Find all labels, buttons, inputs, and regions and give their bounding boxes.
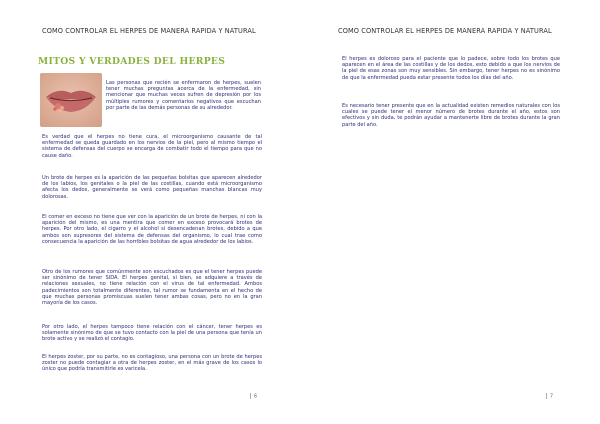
paragraph-1: Es verdad que el herpes no tiene cura, el microorganismo causante de tal enfermedad se queda guardado en los nervios de la piel, pero al mismo tiempo el sistema de defensas del cuerpo se encarga de combatir todo el tiempo para que no cause daño. (42, 134, 262, 159)
page-number: 6 (250, 393, 257, 400)
paragraph-3: El comer en exceso no tiene que ver con la aparición de un brote de herpes, ni con la aparición del mismo, es una mentira que comer en exceso provocará brotes de herpes. Por otro lado, el cigarro y el alcohol si desencadenan brotes, debido a que ambos son supresores del sistema de defensas del organismo, lo cual trae como consecuencia la aparición de las horribles bolsitas de agua alrededor de los labios. (42, 214, 262, 245)
running-header: COMO CONTROLAR EL HERPES DE MANERA RAPIDA Y NATURAL (338, 27, 552, 35)
paragraph-1: El herpes es doloroso para el paciente que lo padece, sobre todo los brotes que aparecen en el área de las costillas y de los dedos, esto debido a que los nervios de la piel de esas zonas son muy sensibles. Sin embargo, tener herpes no es sinónimo de que la enfermedad pueda estar presente todos los días del año. (342, 56, 560, 81)
right-page (300, 0, 600, 424)
paragraph-5: Por otro lado, el herpes tampoco tiene relación con el cáncer, tener herpes es solamente sinónimo de que se tuvo contacto con la piel de una persona que tenía un brote activo y se realizó el contagio. (42, 324, 262, 343)
paragraph-2: Un brote de herpes es la aparición de las pequeñas bolsitas que aparecen alrededor de los labios, los genitales o la piel de las costillas, cuando está microorganismo afecta los dedos, generalmente se verá como pequeñas manchas blancas muy dolorosas. (42, 175, 262, 200)
running-header: COMO CONTROLAR EL HERPES DE MANERA RAPIDA Y NATURAL (42, 27, 256, 35)
paragraph-2: Es necesario tener presente que en la actualidad existen remedios naturales con los cuales se puede tener el menor número de brotes durante el año, estos son efectivos y sin duda, te podrán ayudar a mantenerte libre de brotes durante la gran parte del año. (342, 103, 560, 128)
paragraph-4: Otro de los rumores que comúnmente son escuchados es que el tener herpes puede ser sinónimo de tener SIDA. El herpes genital, si bien, se adquiere a través de relaciones sexuales, no tiene relación con el virus de tal enfermedad. Ambos padecimientos son totalmente diferentes, tal rumor se fundamenta en el hecho de que muchas personas promiscuas suelen tener ambas cosas, pero no en la gran mayoría de los casos. (42, 269, 262, 307)
chapter-title: MITOS Y VERDADES DEL HERPES (38, 56, 226, 67)
page-number: 7 (546, 393, 553, 400)
paragraph-6: El herpes zoster, por su parte, no es contagioso, una persona con un brote de herpes zoster no puede contagiar a otra de herpes zoster, en el más grave de los casos lo único que podría transmitirle es varicela. (42, 354, 262, 373)
intro-paragraph: Las personas que recién se enfermaron de herpes, suelen tener muchas preguntas acerca de la enfermedad, sin mencionar que muchas veces sufren de depresión por los múltiples rumores y comentarios negativos que escuchan por parte de las demás personas de su alrededor. (106, 80, 261, 111)
lips-cold-sore-photo (40, 73, 102, 127)
